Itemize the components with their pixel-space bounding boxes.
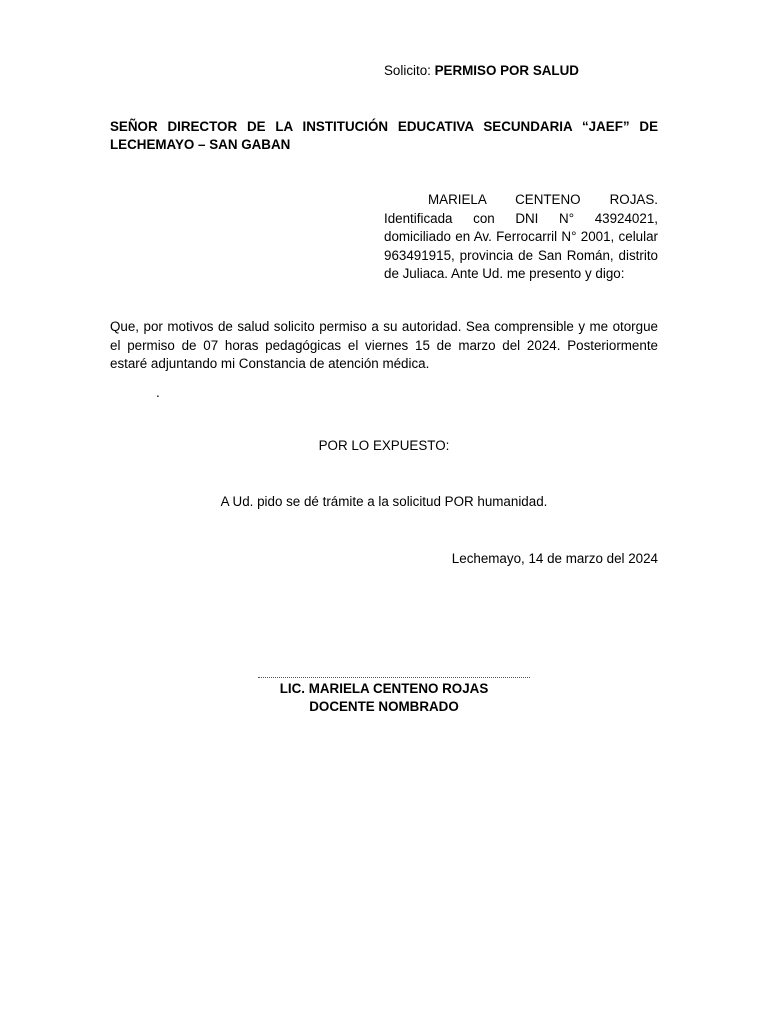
subject-line [384,63,579,78]
signature-line [258,677,530,678]
closing-request: A Ud. pido se dé trámite a la solicitud POR humanidad. [220,494,548,509]
por-lo-expuesto: POR LO EXPUESTO: [318,438,450,453]
addressee-line-1: SEÑOR DIRECTOR DE LA INSTITUCIÓN EDUCATIVA SECUNDARIA “JAEF” DE [110,119,658,134]
request-body: Que, por motivos de salud solicito permiso a su autoridad. Sea comprensible y me otorgue el permiso de 07 horas pedagógicas el viernes 15 de marzo del 2024. Posteriormente estaré adjuntando mi Constancia de atención médica. [110,319,658,372]
stray-mark: . [156,385,160,400]
signature-role: DOCENTE NOMBRADO [309,699,459,714]
place-date: Lechemayo, 14 de marzo del 2024 [451,551,658,566]
addressee-line-2: LECHEMAYO – SAN GABAN [110,137,291,152]
subject-value: PERMISO POR SALUD [434,63,579,78]
subject-label: Solicito: [384,63,435,78]
applicant-block: MARIELA CENTENO ROJAS. Identificada con DNI N° 43924021, domiciliado en Av. Ferrocarril N° 2001, celular 963491915, provincia de San Román, distrito de Juliaca. Ante Ud. me presento y digo: [384,192,658,282]
addressee-block [110,118,658,154]
signature-name: LIC. MARIELA CENTENO ROJAS [279,681,489,696]
